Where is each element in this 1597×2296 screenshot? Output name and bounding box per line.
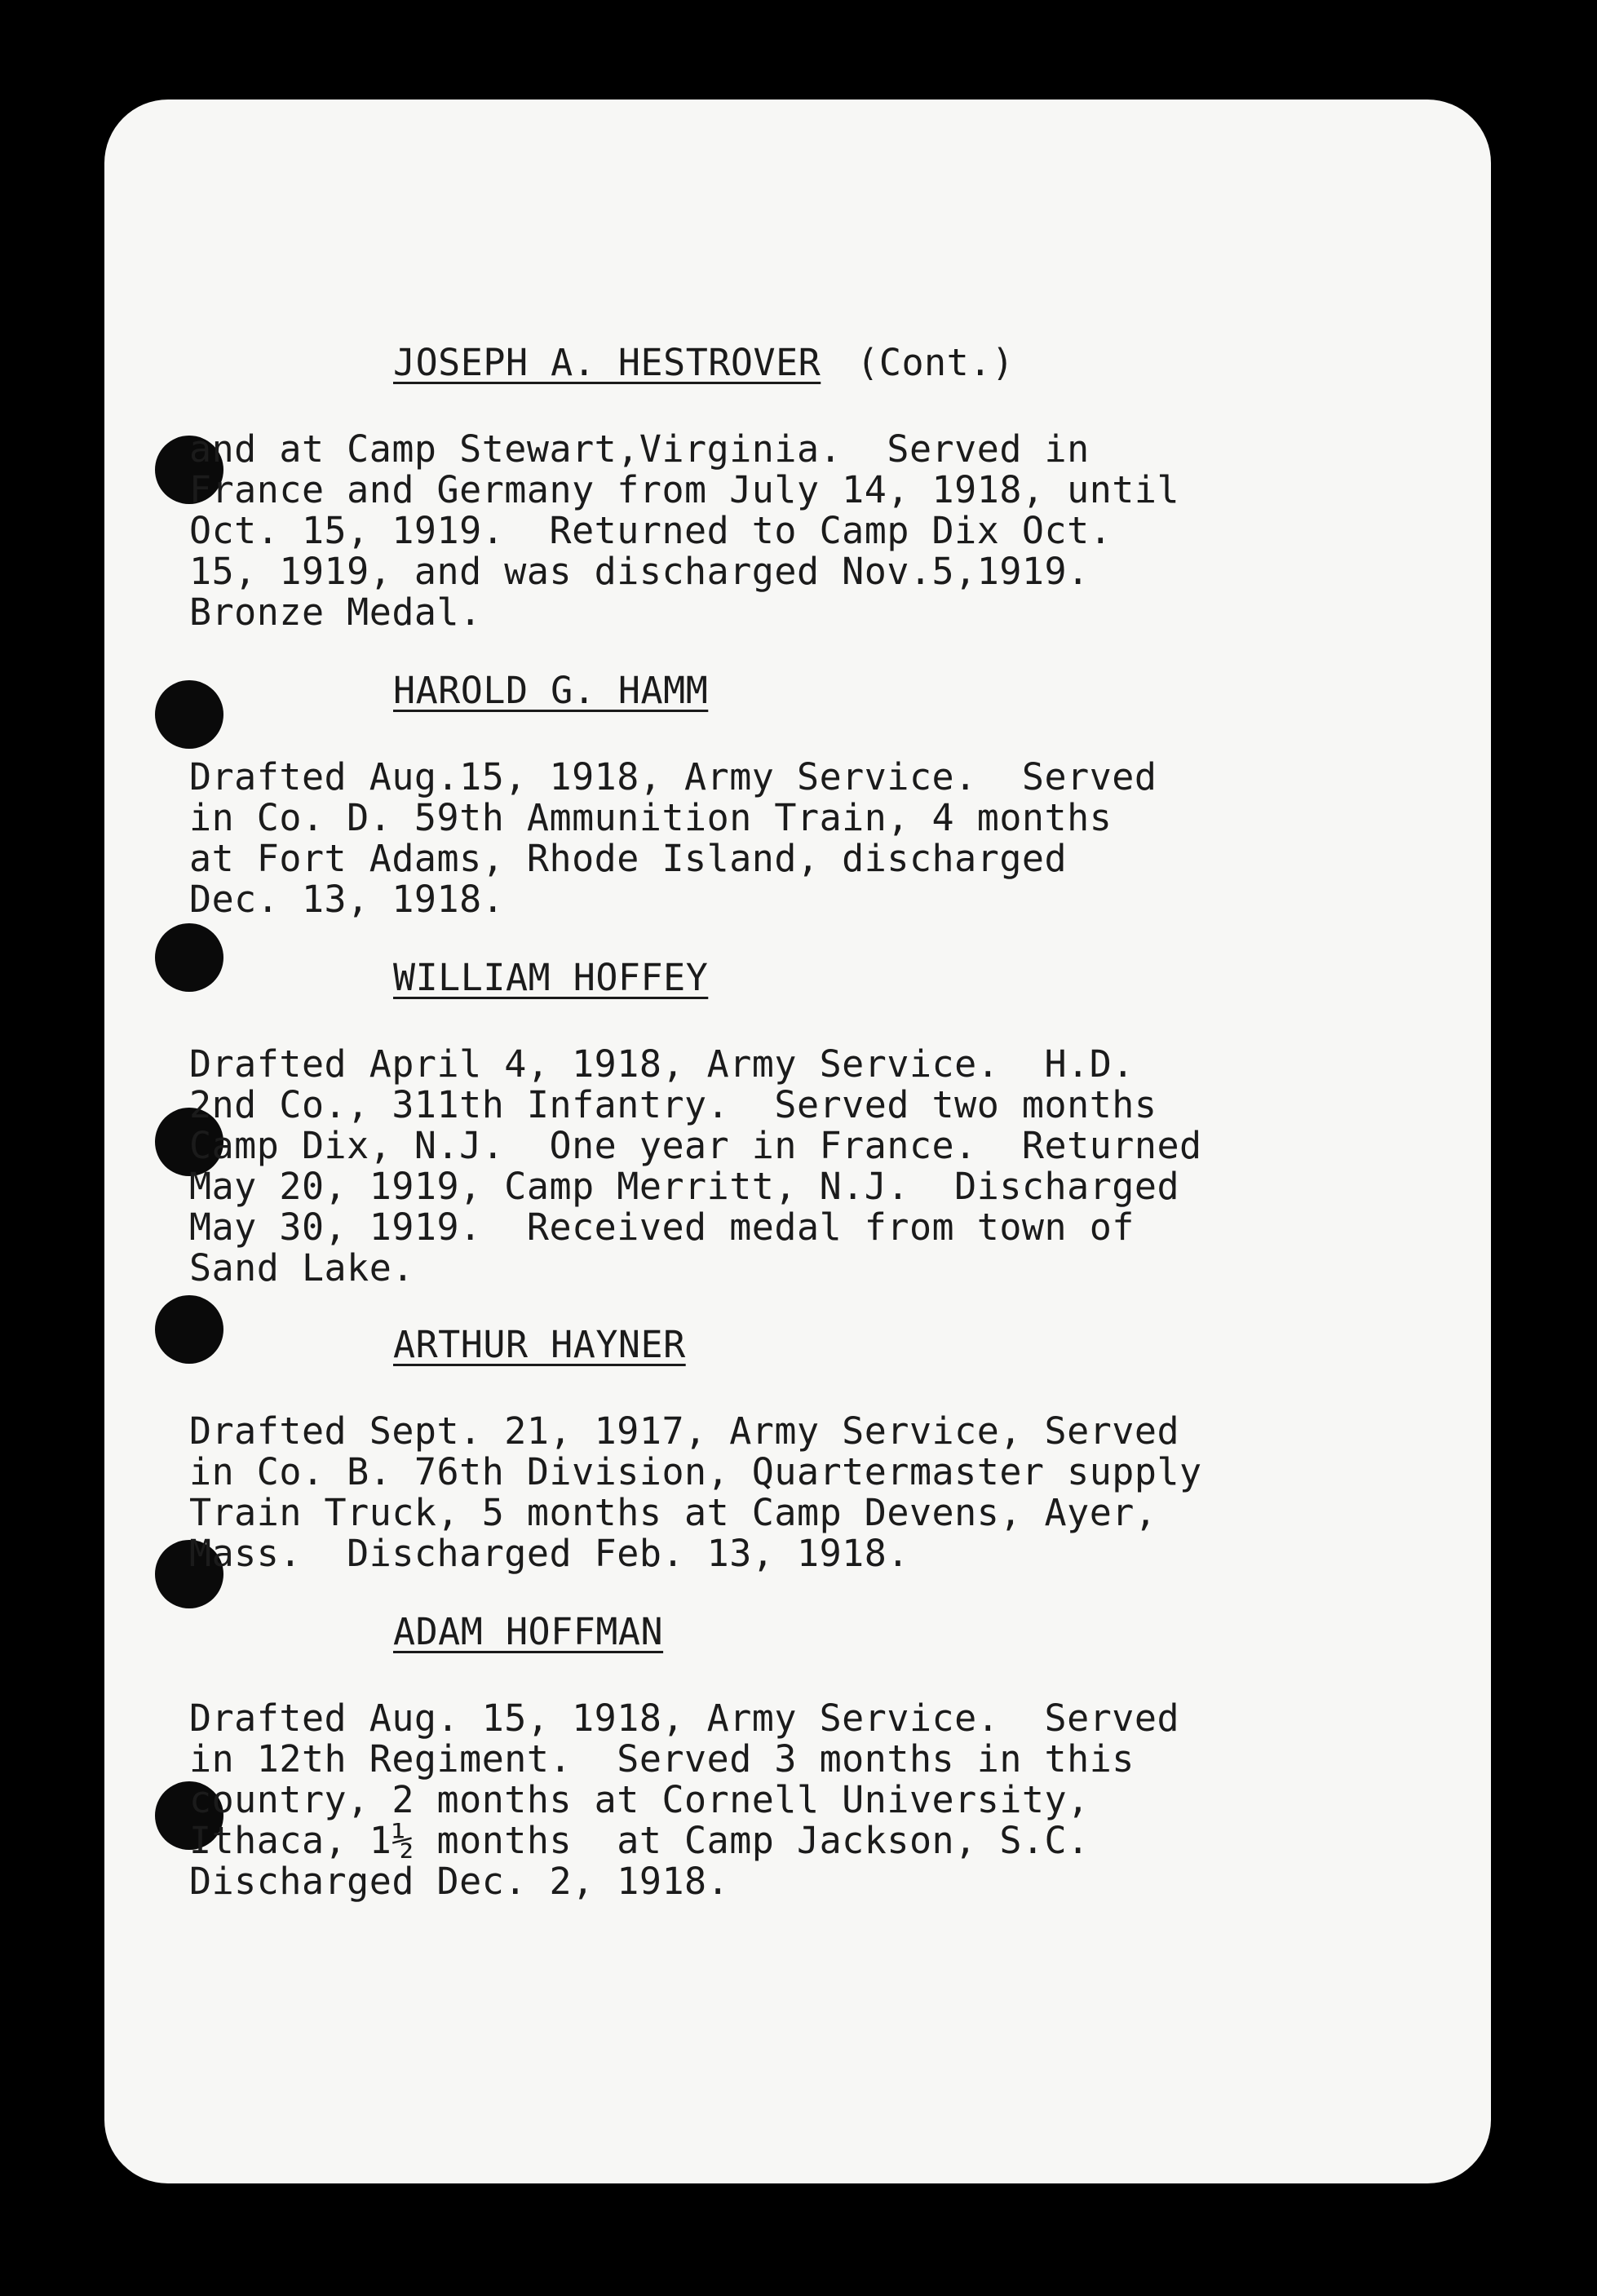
entry-hayner xyxy=(189,1325,1380,1574)
entry-line: in Co. D. 59th Ammunition Train, 4 months xyxy=(189,796,1113,839)
entry-line: May 20, 1919, Camp Merritt, N.J. Discharged xyxy=(189,1165,1180,1208)
entry-name: ADAM HOFFMAN xyxy=(393,1610,664,1653)
entry-name: ARTHUR HAYNER xyxy=(393,1323,686,1366)
entry-line: 15, 1919, and was discharged Nov.5,1919. xyxy=(189,550,1090,593)
entry-hoffey xyxy=(189,958,1380,1289)
entry-name: HAROLD G. HAMM xyxy=(393,669,709,712)
entry-name: JOSEPH A. HESTROVER xyxy=(393,341,821,384)
entry-line: Drafted Sept. 21, 1917, Army Service, Served xyxy=(189,1409,1180,1453)
entry-line: Train Truck, 5 months at Camp Devens, Ayer, xyxy=(189,1491,1157,1534)
entry-heading-row xyxy=(189,1325,1380,1369)
entry-line: Ithaca, 1½ months at Camp Jackson, S.C. xyxy=(189,1819,1090,1862)
entry-hestrover xyxy=(189,343,1380,633)
entry-line: France and Germany from July 14, 1918, until xyxy=(189,468,1180,511)
entry-line: Camp Dix, N.J. One year in France. Returned xyxy=(189,1124,1202,1167)
entry-line: Mass. Discharged Feb. 13, 1918. xyxy=(189,1532,909,1575)
entry-line: Dec. 13, 1918. xyxy=(189,878,505,921)
entry-line: Drafted Aug. 15, 1918, Army Service. Served xyxy=(189,1697,1180,1740)
entry-heading-row xyxy=(189,1612,1380,1656)
entry-hoffman xyxy=(189,1612,1380,1902)
entry-line: at Fort Adams, Rhode Island, discharged xyxy=(189,837,1068,880)
entry-line: 2nd Co., 311th Infantry. Served two months xyxy=(189,1083,1157,1126)
entry-line: Drafted Aug.15, 1918, Army Service. Served xyxy=(189,755,1157,799)
entry-line: and at Camp Stewart,Virginia. Served in xyxy=(189,427,1090,471)
entry-line: Discharged Dec. 2, 1918. xyxy=(189,1860,730,1903)
entry-name-suffix: (Cont.) xyxy=(856,341,1015,384)
entry-line: in Co. B. 76th Division, Quartermaster supply xyxy=(189,1450,1202,1493)
entry-line: Bronze Medal. xyxy=(189,591,482,634)
entry-hamm xyxy=(189,670,1380,920)
entry-heading-row xyxy=(189,958,1380,1002)
entry-line: Oct. 15, 1919. Returned to Camp Dix Oct. xyxy=(189,509,1113,552)
entry-line: country, 2 months at Cornell University, xyxy=(189,1778,1090,1821)
entry-line: Drafted April 4, 1918, Army Service. H.D. xyxy=(189,1042,1135,1086)
entry-line: Sand Lake. xyxy=(189,1246,414,1290)
entry-name: WILLIAM HOFFEY xyxy=(393,956,709,999)
entry-line: in 12th Regiment. Served 3 months in this xyxy=(189,1737,1135,1781)
entry-line: May 30, 1919. Received medal from town of xyxy=(189,1206,1135,1249)
entry-heading-row xyxy=(189,343,1380,387)
entry-heading-row xyxy=(189,670,1380,714)
